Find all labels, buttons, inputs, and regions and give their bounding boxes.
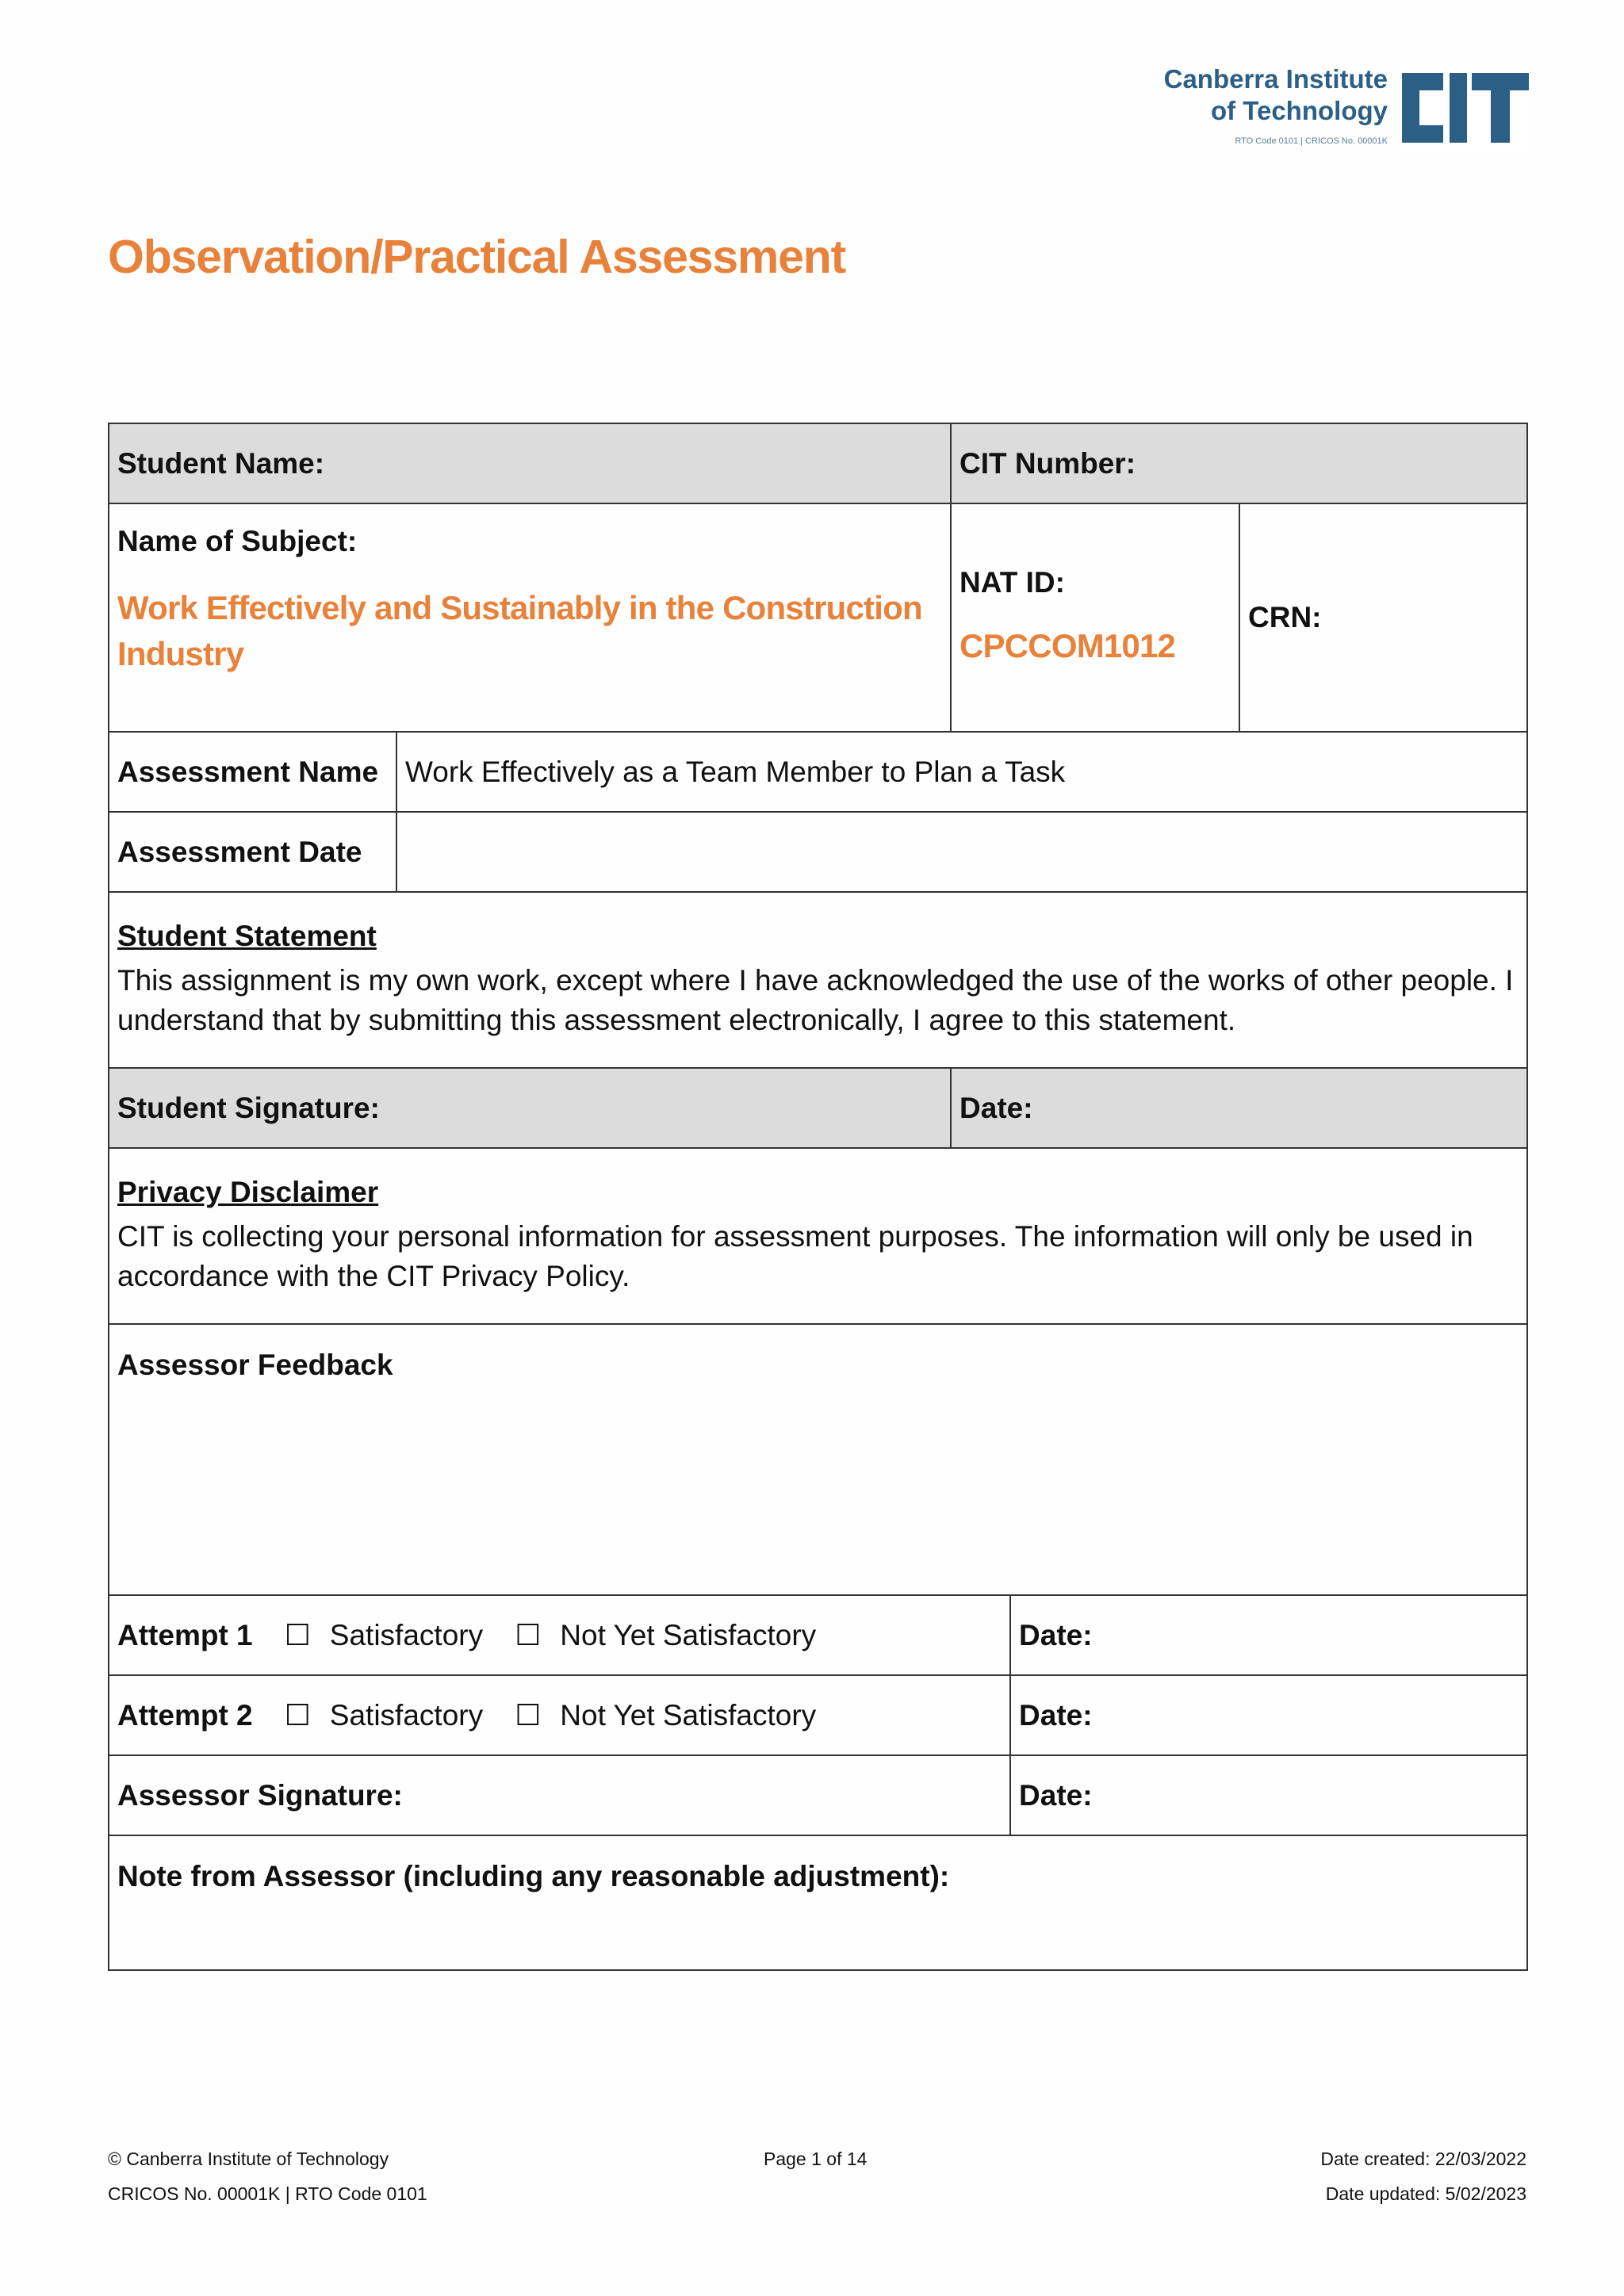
- footer-date-updated: Date updated: 5/02/2023: [1325, 2183, 1526, 2204]
- student-signature-field[interactable]: [109, 1068, 951, 1148]
- assessment-name-row: [109, 732, 1527, 812]
- assessor-feedback-row: [109, 1324, 1527, 1595]
- assessor-feedback-label: Assessor Feedback: [117, 1349, 393, 1381]
- logo-subtext: RTO Code 0101 | CRICOS No. 00001K: [1235, 136, 1388, 146]
- cit-logo: [1147, 63, 1529, 151]
- assessor-date-field[interactable]: [1010, 1755, 1527, 1835]
- nat-id-cell: [951, 503, 1239, 732]
- assessor-feedback-field[interactable]: [109, 1324, 1527, 1595]
- attempt-1-cell: [109, 1595, 1010, 1675]
- privacy-text: CIT is collecting your personal information for assessment purposes. The information will only be used in accordance with the CIT Privacy Policy.: [117, 1220, 1473, 1292]
- attempt-1-satisfactory-label: Satisfactory: [329, 1619, 484, 1651]
- student-date-field[interactable]: [951, 1068, 1527, 1148]
- privacy-heading: Privacy Disclaimer: [117, 1176, 379, 1208]
- assessment-date-row: [109, 812, 1527, 892]
- attempt-2-date-field[interactable]: [1010, 1675, 1527, 1755]
- student-statement-cell: [109, 892, 1527, 1068]
- assessor-signature-row: [109, 1755, 1527, 1835]
- student-statement-row: [109, 892, 1527, 1068]
- subject-label: Name of Subject:: [117, 525, 358, 557]
- attempt-1-row: [109, 1595, 1527, 1675]
- logo-line-2: of Technology: [1210, 96, 1388, 125]
- assessor-date-label: Date:: [1019, 1778, 1093, 1812]
- assessor-signature-label: Assessor Signature:: [117, 1778, 403, 1812]
- cit-logo-mark-icon: [1394, 67, 1529, 149]
- footer-cricos: CRICOS No. 00001K | RTO Code 0101: [108, 2183, 427, 2204]
- privacy-cell: [109, 1148, 1527, 1324]
- assessment-date-label: Assessment Date: [109, 812, 396, 892]
- student-name-field[interactable]: [109, 423, 951, 503]
- subject-row: [109, 503, 1527, 732]
- assessment-name-value: Work Effectively as a Team Member to Plan a Task: [396, 732, 1527, 812]
- logo-line-1: Canberra Institute: [1163, 64, 1388, 94]
- cit-number-label: CIT Number:: [959, 446, 1136, 480]
- attempt-1-date-label: Date:: [1019, 1618, 1093, 1651]
- attempt-1-satisfactory-checkbox[interactable]: ☐: [284, 1619, 311, 1651]
- assessor-note-field[interactable]: [109, 1835, 1527, 1970]
- assessment-name-label: Assessment Name: [109, 732, 396, 812]
- nat-id-label: NAT ID:: [959, 566, 1065, 599]
- attempt-2-satisfactory-checkbox[interactable]: ☐: [284, 1699, 311, 1732]
- student-date-label: Date:: [959, 1091, 1033, 1124]
- student-name-label: Student Name:: [117, 446, 325, 480]
- attempt-2-row: [109, 1675, 1527, 1755]
- assessment-date-field[interactable]: [396, 812, 1527, 892]
- attempt-1-not-yet-checkbox[interactable]: ☐: [515, 1619, 542, 1651]
- privacy-row: [109, 1148, 1527, 1324]
- attempt-1-not-yet-label: Not Yet Satisfactory: [560, 1619, 817, 1651]
- student-signature-label: Student Signature:: [117, 1091, 380, 1124]
- assessor-note-label: Note from Assessor (including any reasonable adjustment):: [117, 1860, 950, 1892]
- attempt-2-label: Attempt 2: [117, 1699, 253, 1732]
- student-statement-text: This assignment is my own work, except where I have acknowledged the use of the works of other people. I understand that by submitting this assessment electronically, I agree to this statement.: [117, 964, 1514, 1036]
- assessor-note-row: [109, 1835, 1527, 1970]
- attempt-2-satisfactory-label: Satisfactory: [329, 1699, 484, 1732]
- nat-id-value: CPCCOM1012: [959, 627, 1176, 664]
- cit-number-field[interactable]: [951, 423, 1527, 503]
- subject-cell: [109, 503, 951, 732]
- attempt-2-date-label: Date:: [1019, 1698, 1093, 1732]
- student-signature-row: [109, 1068, 1527, 1148]
- attempt-2-cell: [109, 1675, 1010, 1755]
- crn-field[interactable]: [1239, 503, 1527, 732]
- assessment-form: [108, 423, 1528, 1971]
- assessor-signature-field[interactable]: [109, 1755, 1010, 1835]
- student-name-row: [109, 423, 1527, 503]
- subject-value: Work Effectively and Sustainably in the Construction Industry: [117, 589, 922, 672]
- attempt-1-label: Attempt 1: [117, 1619, 253, 1651]
- attempt-1-date-field[interactable]: [1010, 1595, 1527, 1675]
- attempt-2-not-yet-label: Not Yet Satisfactory: [560, 1699, 817, 1732]
- footer-copyright: © Canberra Institute of Technology: [108, 2149, 389, 2169]
- footer-page-number: Page 1 of 14: [764, 2149, 868, 2169]
- student-statement-heading: Student Statement: [117, 920, 377, 952]
- attempt-2-not-yet-checkbox[interactable]: ☐: [515, 1699, 542, 1732]
- page-title: Observation/Practical Assessment: [108, 231, 846, 283]
- crn-label: CRN:: [1248, 601, 1322, 633]
- footer-date-created: Date created: 22/03/2022: [1320, 2149, 1526, 2169]
